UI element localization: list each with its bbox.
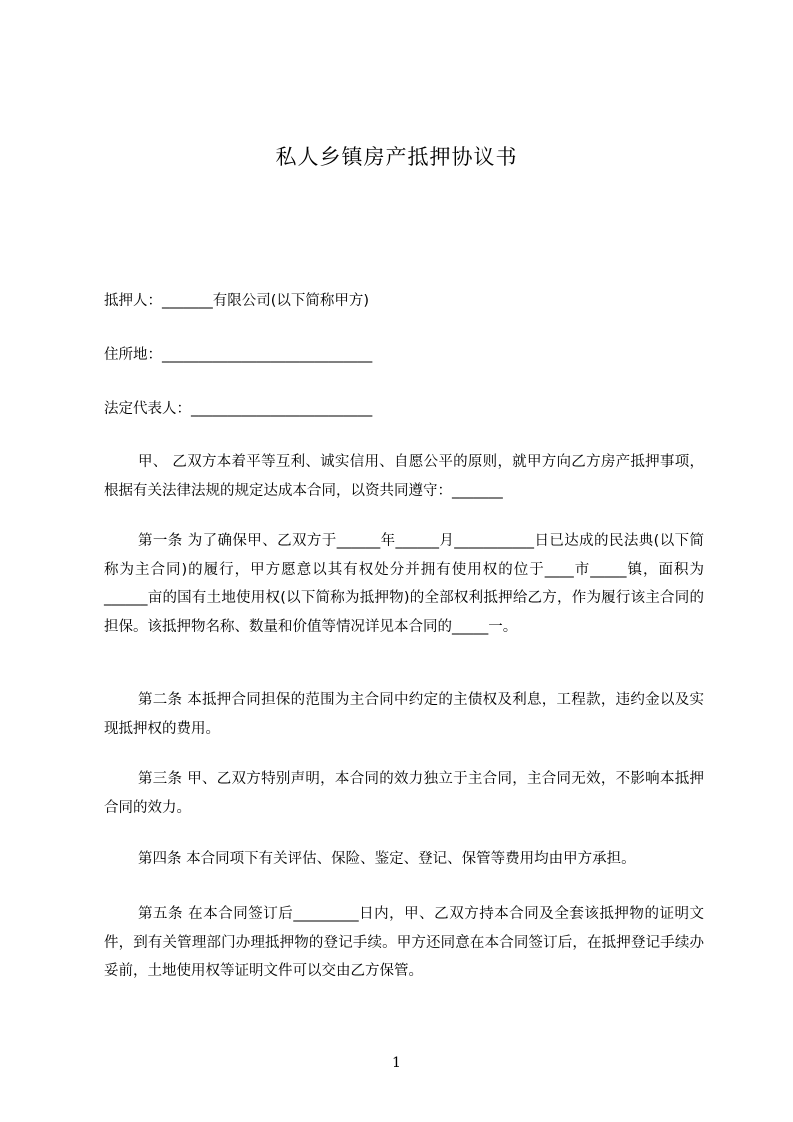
paragraph-article-1: 第一条 为了确保甲、乙双方于______年______月___________日已达成的民法典(以下简称为主合同)的履行，甲方愿意以其有权处分并拥有使用权的位于____市_____镇，面积为______亩的国有土地使用权(以下简称为抵押物)的全部权利抵押给乙方，作为履行该主合同的担保。该抵押物名称、数量和价值等情况详见本合同的_____一。 <box>104 533 704 635</box>
document-title: 私人乡镇房产抵押协议书 <box>275 145 518 169</box>
field-mortgagor: 抵押人：_______有限公司(以下简称甲方) <box>104 293 370 309</box>
paragraph-article-3: 第三条 甲、乙双方特别声明，本合同的效力独立于主合同，主合同无效，不影响本抵押合同的效力。 <box>104 771 704 816</box>
paragraph-article-4: 第四条 本合同项下有关评估、保险、鉴定、登记、保管等费用均由甲方承担。 <box>138 851 636 867</box>
paragraph-preamble: 甲、 乙双方本着平等互利、诚实信用、自愿公平的原则，就甲方向乙方房产抵押事项， 根据有关法律法规的规定达成本合同，以资共同遵守：_______ <box>104 454 704 499</box>
field-address: 住所地：_____________________________ <box>104 347 373 363</box>
field-legal-representative: 法定代表人：_________________________ <box>104 401 373 417</box>
paragraph-article-2: 第二条 本抵押合同担保的范围为主合同中约定的主债权及利息，工程款，违约金以及实现抵押权的费用。 <box>104 692 704 737</box>
page-number: 1 <box>392 1055 401 1071</box>
paragraph-article-5: 第五条 在本合同签订后_________日内，甲、乙双方持本合同及全套该抵押物的证明文件，到有关管理部门办理抵押物的登记手续。甲方还同意在本合同签订后，在抵押登记手续办妥前，土地使用权等证明文件可以交由乙方保管。 <box>104 906 704 979</box>
